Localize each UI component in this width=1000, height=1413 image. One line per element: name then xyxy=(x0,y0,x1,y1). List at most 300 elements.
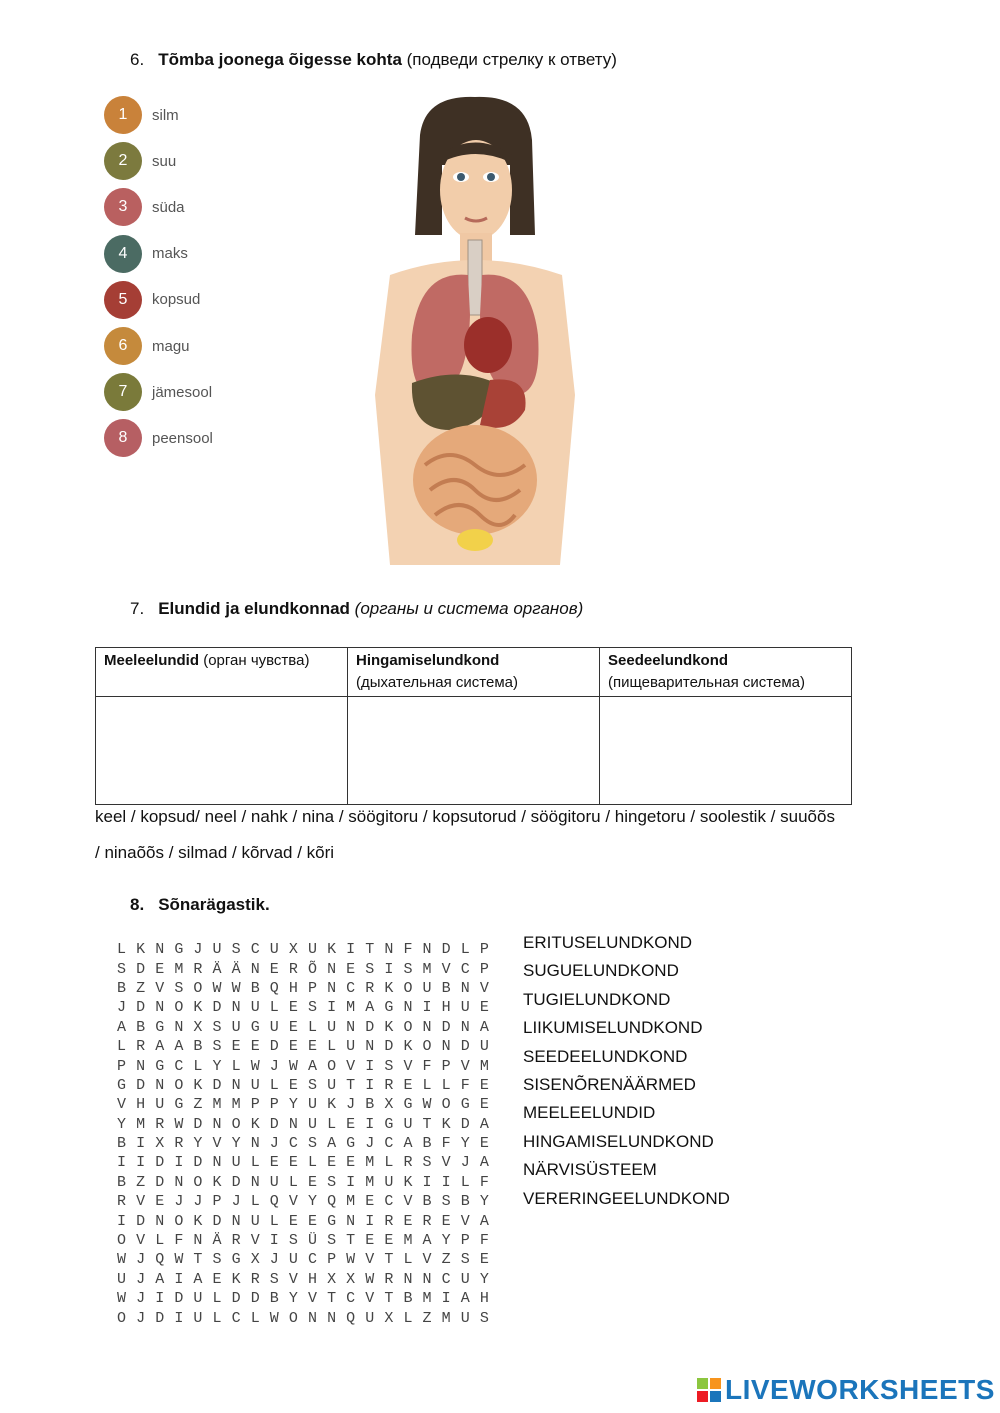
grid-letter[interactable]: N xyxy=(460,1018,470,1036)
grid-letter[interactable]: N xyxy=(231,1212,241,1230)
grid-letter[interactable]: M xyxy=(403,1232,413,1250)
grid-letter[interactable]: I xyxy=(441,1173,451,1191)
drop-zone-digestive[interactable] xyxy=(600,697,852,805)
grid-letter[interactable]: E xyxy=(250,1038,260,1056)
grid-letter[interactable]: K xyxy=(193,999,203,1017)
grid-letter[interactable]: R xyxy=(117,1193,127,1211)
grid-letter[interactable]: J xyxy=(460,1154,470,1172)
grid-letter[interactable]: A xyxy=(479,1115,489,1133)
grid-letter[interactable]: N xyxy=(250,1135,260,1153)
grid-letter[interactable]: L xyxy=(231,1057,241,1075)
grid-letter[interactable]: N xyxy=(460,979,470,997)
grid-letter[interactable]: D xyxy=(193,1115,203,1133)
grid-letter[interactable]: R xyxy=(384,1076,394,1094)
grid-letter[interactable]: I xyxy=(269,1232,279,1250)
grid-letter[interactable]: L xyxy=(250,1309,260,1327)
grid-letter[interactable]: P xyxy=(212,1193,222,1211)
grid-letter[interactable]: U xyxy=(327,1076,337,1094)
grid-letter[interactable]: J xyxy=(136,1270,146,1288)
grid-letter[interactable]: U xyxy=(346,1038,356,1056)
grid-letter[interactable]: N xyxy=(346,1018,356,1036)
grid-letter[interactable]: N xyxy=(403,1270,413,1288)
grid-letter[interactable]: V xyxy=(422,1251,432,1269)
grid-letter[interactable]: R xyxy=(136,1038,146,1056)
grid-letter[interactable]: G xyxy=(346,1135,356,1153)
grid-letter[interactable]: S xyxy=(212,1018,222,1036)
grid-letter[interactable]: U xyxy=(250,1076,260,1094)
grid-letter[interactable]: D xyxy=(269,1038,279,1056)
grid-letter[interactable]: M xyxy=(136,1115,146,1133)
grid-letter[interactable]: I xyxy=(327,999,337,1017)
grid-letter[interactable]: A xyxy=(422,1232,432,1250)
grid-letter[interactable]: U xyxy=(193,1309,203,1327)
grid-letter[interactable]: N xyxy=(174,1173,184,1191)
grid-letter[interactable]: M xyxy=(212,1096,222,1114)
grid-letter[interactable]: E xyxy=(346,1115,356,1133)
grid-letter[interactable]: A xyxy=(193,1270,203,1288)
grid-letter[interactable]: O xyxy=(403,979,413,997)
grid-letter[interactable]: L xyxy=(269,1076,279,1094)
grid-letter[interactable]: U xyxy=(479,1038,489,1056)
grid-letter[interactable]: L xyxy=(250,1154,260,1172)
grid-letter[interactable]: D xyxy=(384,1038,394,1056)
grid-letter[interactable]: L xyxy=(441,1076,451,1094)
grid-letter[interactable]: S xyxy=(384,1057,394,1075)
grid-letter[interactable]: Q xyxy=(269,979,279,997)
grid-letter[interactable]: C xyxy=(231,1309,241,1327)
grid-letter[interactable]: O xyxy=(174,999,184,1017)
grid-letter[interactable]: V xyxy=(307,1290,317,1308)
grid-letter[interactable]: I xyxy=(365,1115,375,1133)
grid-letter[interactable]: V xyxy=(346,1057,356,1075)
grid-letter[interactable]: W xyxy=(117,1251,127,1269)
grid-letter[interactable]: X xyxy=(288,941,298,959)
grid-letter[interactable]: J xyxy=(269,1135,279,1153)
grid-letter[interactable]: N xyxy=(212,1154,222,1172)
grid-letter[interactable]: S xyxy=(212,1038,222,1056)
grid-letter[interactable]: N xyxy=(174,1018,184,1036)
legend-item[interactable] xyxy=(104,323,213,369)
grid-letter[interactable]: C xyxy=(384,1135,394,1153)
grid-letter[interactable]: L xyxy=(403,1251,413,1269)
grid-letter[interactable]: R xyxy=(250,1270,260,1288)
number-badge[interactable]: 8 xyxy=(104,419,142,457)
grid-letter[interactable]: S xyxy=(365,960,375,978)
grid-letter[interactable]: A xyxy=(460,1290,470,1308)
grid-letter[interactable]: Q xyxy=(155,1251,165,1269)
grid-letter[interactable]: V xyxy=(212,1135,222,1153)
grid-letter[interactable]: P xyxy=(460,1232,470,1250)
grid-letter[interactable]: D xyxy=(460,1115,470,1133)
grid-letter[interactable]: O xyxy=(327,1057,337,1075)
grid-letter[interactable]: W xyxy=(231,979,241,997)
grid-letter[interactable]: E xyxy=(288,1076,298,1094)
grid-letter[interactable]: B xyxy=(460,1193,470,1211)
grid-letter[interactable]: F xyxy=(403,941,413,959)
grid-letter[interactable]: R xyxy=(422,1212,432,1230)
grid-letter[interactable]: I xyxy=(174,1270,184,1288)
grid-letter[interactable]: J xyxy=(365,1135,375,1153)
grid-letter[interactable]: T xyxy=(346,1076,356,1094)
grid-letter[interactable]: Ä xyxy=(231,960,241,978)
legend-item[interactable] xyxy=(104,138,213,184)
grid-letter[interactable]: G xyxy=(155,1018,165,1036)
grid-letter[interactable]: D xyxy=(136,960,146,978)
grid-letter[interactable]: N xyxy=(155,1212,165,1230)
grid-letter[interactable]: E xyxy=(307,1038,317,1056)
grid-letter[interactable]: D xyxy=(231,1173,241,1191)
grid-letter[interactable]: O xyxy=(193,1173,203,1191)
grid-letter[interactable]: P xyxy=(307,979,317,997)
grid-letter[interactable]: T xyxy=(422,1115,432,1133)
grid-letter[interactable]: E xyxy=(403,1076,413,1094)
grid-letter[interactable]: N xyxy=(403,999,413,1017)
grid-letter[interactable]: R xyxy=(384,1212,394,1230)
grid-letter[interactable]: P xyxy=(479,960,489,978)
grid-letter[interactable]: L xyxy=(212,1309,222,1327)
grid-letter[interactable]: K xyxy=(212,1173,222,1191)
grid-letter[interactable]: J xyxy=(346,1096,356,1114)
grid-letter[interactable]: Ü xyxy=(307,1232,317,1250)
grid-letter[interactable]: A xyxy=(174,1038,184,1056)
grid-letter[interactable]: A xyxy=(479,1154,489,1172)
grid-letter[interactable]: J xyxy=(117,999,127,1017)
grid-letter[interactable]: Z xyxy=(136,979,146,997)
grid-letter[interactable]: R xyxy=(193,960,203,978)
grid-letter[interactable]: H xyxy=(441,999,451,1017)
grid-letter[interactable]: T xyxy=(327,1290,337,1308)
grid-letter[interactable]: D xyxy=(155,1154,165,1172)
grid-letter[interactable]: V xyxy=(460,1057,470,1075)
grid-letter[interactable]: I xyxy=(117,1154,127,1172)
grid-letter[interactable]: T xyxy=(384,1251,394,1269)
grid-letter[interactable]: D xyxy=(269,1115,279,1133)
grid-letter[interactable]: M xyxy=(346,999,356,1017)
grid-letter[interactable]: E xyxy=(346,960,356,978)
grid-letter[interactable]: D xyxy=(155,1309,165,1327)
grid-letter[interactable]: S xyxy=(403,960,413,978)
grid-letter[interactable]: J xyxy=(136,1251,146,1269)
grid-letter[interactable]: C xyxy=(174,1057,184,1075)
grid-letter[interactable]: M xyxy=(365,1154,375,1172)
grid-letter[interactable]: Z xyxy=(422,1309,432,1327)
grid-letter[interactable]: P xyxy=(479,941,489,959)
grid-letter[interactable]: C xyxy=(384,1193,394,1211)
grid-letter[interactable]: W xyxy=(422,1096,432,1114)
grid-letter[interactable]: I xyxy=(174,1154,184,1172)
grid-letter[interactable]: K xyxy=(441,1115,451,1133)
drop-zone-respiratory[interactable] xyxy=(348,697,600,805)
grid-letter[interactable]: I xyxy=(365,1057,375,1075)
grid-letter[interactable]: J xyxy=(269,1251,279,1269)
grid-letter[interactable]: G xyxy=(384,1115,394,1133)
grid-letter[interactable]: N xyxy=(365,1038,375,1056)
grid-letter[interactable]: U xyxy=(422,979,432,997)
grid-letter[interactable]: G xyxy=(231,1251,241,1269)
number-badge[interactable]: 2 xyxy=(104,142,142,180)
grid-letter[interactable]: L xyxy=(327,1038,337,1056)
grid-letter[interactable]: S xyxy=(460,1251,470,1269)
grid-letter[interactable]: F xyxy=(460,1076,470,1094)
grid-letter[interactable]: H xyxy=(307,1270,317,1288)
grid-letter[interactable]: N xyxy=(231,999,241,1017)
grid-letter[interactable]: M xyxy=(422,960,432,978)
grid-letter[interactable]: G xyxy=(174,941,184,959)
grid-letter[interactable]: Z xyxy=(136,1173,146,1191)
grid-letter[interactable]: L xyxy=(193,1057,203,1075)
grid-letter[interactable]: P xyxy=(269,1096,279,1114)
grid-letter[interactable]: I xyxy=(117,1212,127,1230)
grid-letter[interactable]: V xyxy=(117,1096,127,1114)
grid-letter[interactable]: S xyxy=(307,999,317,1017)
grid-letter[interactable]: N xyxy=(212,1115,222,1133)
grid-letter[interactable]: G xyxy=(384,999,394,1017)
grid-letter[interactable]: S xyxy=(441,1193,451,1211)
grid-letter[interactable]: D xyxy=(441,941,451,959)
grid-letter[interactable]: I xyxy=(136,1135,146,1153)
grid-letter[interactable]: D xyxy=(155,1173,165,1191)
grid-letter[interactable]: N xyxy=(288,1115,298,1133)
grid-letter[interactable]: V xyxy=(479,979,489,997)
grid-letter[interactable]: E xyxy=(288,1212,298,1230)
grid-letter[interactable]: B xyxy=(403,1290,413,1308)
grid-letter[interactable]: J xyxy=(193,941,203,959)
grid-letter[interactable]: B xyxy=(422,1135,432,1153)
grid-letter[interactable]: E xyxy=(269,1154,279,1172)
grid-letter[interactable]: V xyxy=(403,1057,413,1075)
grid-letter[interactable]: F xyxy=(479,1173,489,1191)
grid-letter[interactable]: M xyxy=(422,1290,432,1308)
grid-letter[interactable]: S xyxy=(117,960,127,978)
grid-letter[interactable]: U xyxy=(288,1251,298,1269)
grid-letter[interactable]: G xyxy=(403,1096,413,1114)
grid-letter[interactable]: A xyxy=(403,1135,413,1153)
grid-letter[interactable]: V xyxy=(155,979,165,997)
grid-letter[interactable]: E xyxy=(288,1018,298,1036)
grid-letter[interactable]: B xyxy=(117,1173,127,1191)
grid-letter[interactable]: P xyxy=(441,1057,451,1075)
grid-letter[interactable]: E xyxy=(155,1193,165,1211)
grid-letter[interactable]: W xyxy=(288,1057,298,1075)
grid-letter[interactable]: G xyxy=(460,1096,470,1114)
legend-item[interactable] xyxy=(104,184,213,230)
grid-letter[interactable]: T xyxy=(384,1290,394,1308)
grid-letter[interactable]: E xyxy=(346,1154,356,1172)
grid-letter[interactable]: E xyxy=(479,1251,489,1269)
grid-letter[interactable]: L xyxy=(117,941,127,959)
grid-letter[interactable]: Q xyxy=(269,1193,279,1211)
grid-letter[interactable]: S xyxy=(231,941,241,959)
grid-letter[interactable]: M xyxy=(365,1173,375,1191)
grid-letter[interactable]: U xyxy=(403,1115,413,1133)
grid-letter[interactable]: S xyxy=(307,1076,317,1094)
grid-letter[interactable]: K xyxy=(250,1115,260,1133)
grid-letter[interactable]: U xyxy=(365,1309,375,1327)
grid-letter[interactable]: I xyxy=(155,1290,165,1308)
grid-letter[interactable]: L xyxy=(250,1193,260,1211)
grid-letter[interactable]: L xyxy=(327,1115,337,1133)
grid-letter[interactable]: B xyxy=(117,1135,127,1153)
grid-letter[interactable]: N xyxy=(346,1212,356,1230)
grid-letter[interactable]: U xyxy=(269,941,279,959)
grid-letter[interactable]: O xyxy=(231,1115,241,1133)
grid-letter[interactable]: A xyxy=(307,1057,317,1075)
grid-letter[interactable]: U xyxy=(460,999,470,1017)
grid-letter[interactable]: U xyxy=(269,1173,279,1191)
grid-letter[interactable]: B xyxy=(250,979,260,997)
grid-letter[interactable]: V xyxy=(365,1251,375,1269)
grid-letter[interactable]: W xyxy=(174,1251,184,1269)
grid-letter[interactable]: U xyxy=(460,1309,470,1327)
grid-letter[interactable]: U xyxy=(193,1290,203,1308)
legend-item[interactable] xyxy=(104,277,213,323)
grid-letter[interactable]: Y xyxy=(479,1270,489,1288)
grid-letter[interactable]: Y xyxy=(441,1232,451,1250)
grid-letter[interactable]: E xyxy=(384,1232,394,1250)
grid-letter[interactable]: D xyxy=(250,1290,260,1308)
grid-letter[interactable]: N xyxy=(327,979,337,997)
grid-letter[interactable]: X xyxy=(250,1251,260,1269)
grid-letter[interactable]: S xyxy=(212,1251,222,1269)
grid-letter[interactable]: U xyxy=(327,1018,337,1036)
grid-letter[interactable]: S xyxy=(174,979,184,997)
grid-letter[interactable]: W xyxy=(174,1115,184,1133)
grid-letter[interactable]: Z xyxy=(193,1096,203,1114)
grid-letter[interactable]: J xyxy=(136,1309,146,1327)
grid-letter[interactable]: X xyxy=(384,1309,394,1327)
grid-letter[interactable]: F xyxy=(422,1057,432,1075)
grid-letter[interactable]: U xyxy=(307,941,317,959)
grid-letter[interactable]: B xyxy=(441,979,451,997)
grid-letter[interactable]: G xyxy=(155,1057,165,1075)
grid-letter[interactable]: Y xyxy=(193,1135,203,1153)
grid-letter[interactable]: N xyxy=(155,1076,165,1094)
grid-letter[interactable]: P xyxy=(327,1251,337,1269)
grid-letter[interactable]: I xyxy=(136,1154,146,1172)
grid-letter[interactable]: R xyxy=(365,979,375,997)
grid-letter[interactable]: D xyxy=(136,1076,146,1094)
grid-letter[interactable]: E xyxy=(403,1212,413,1230)
grid-letter[interactable]: O xyxy=(174,1212,184,1230)
grid-letter[interactable]: N xyxy=(155,941,165,959)
grid-letter[interactable]: K xyxy=(384,1018,394,1036)
number-badge[interactable]: 4 xyxy=(104,235,142,273)
grid-letter[interactable]: K xyxy=(193,1212,203,1230)
grid-letter[interactable]: U xyxy=(460,1270,470,1288)
grid-letter[interactable]: L xyxy=(403,1309,413,1327)
grid-letter[interactable]: D xyxy=(174,1290,184,1308)
grid-letter[interactable]: N xyxy=(193,1232,203,1250)
grid-letter[interactable]: N xyxy=(231,1076,241,1094)
grid-letter[interactable]: L xyxy=(307,1154,317,1172)
grid-letter[interactable]: C xyxy=(307,1251,317,1269)
grid-letter[interactable]: H xyxy=(288,979,298,997)
grid-letter[interactable]: E xyxy=(231,1038,241,1056)
grid-letter[interactable]: G xyxy=(327,1212,337,1230)
grid-letter[interactable]: K xyxy=(136,941,146,959)
grid-letter[interactable]: S xyxy=(479,1309,489,1327)
grid-letter[interactable]: D xyxy=(231,1290,241,1308)
grid-letter[interactable]: A xyxy=(479,1018,489,1036)
grid-letter[interactable]: N xyxy=(327,960,337,978)
grid-letter[interactable]: B xyxy=(193,1038,203,1056)
grid-letter[interactable]: V xyxy=(136,1193,146,1211)
grid-letter[interactable]: U xyxy=(212,941,222,959)
grid-letter[interactable]: S xyxy=(307,1135,317,1153)
grid-letter[interactable]: X xyxy=(155,1135,165,1153)
grid-letter[interactable]: I xyxy=(422,999,432,1017)
grid-letter[interactable]: G xyxy=(117,1076,127,1094)
grid-letter[interactable]: V xyxy=(136,1232,146,1250)
grid-letter[interactable]: E xyxy=(479,1135,489,1153)
grid-letter[interactable]: S xyxy=(327,1173,337,1191)
grid-letter[interactable]: X xyxy=(384,1096,394,1114)
grid-letter[interactable]: T xyxy=(346,1232,356,1250)
grid-letter[interactable]: B xyxy=(136,1018,146,1036)
grid-letter[interactable]: W xyxy=(117,1290,127,1308)
grid-letter[interactable]: U xyxy=(269,1018,279,1036)
grid-letter[interactable]: J xyxy=(231,1193,241,1211)
grid-letter[interactable]: O xyxy=(422,1038,432,1056)
grid-letter[interactable]: I xyxy=(346,1173,356,1191)
grid-letter[interactable]: O xyxy=(117,1309,127,1327)
grid-letter[interactable]: D xyxy=(193,1154,203,1172)
grid-letter[interactable]: Y xyxy=(117,1115,127,1133)
grid-letter[interactable]: F xyxy=(441,1135,451,1153)
grid-letter[interactable]: I xyxy=(422,1173,432,1191)
grid-letter[interactable]: A xyxy=(155,1270,165,1288)
grid-letter[interactable]: E xyxy=(365,1193,375,1211)
drop-zone-sense-organs[interactable] xyxy=(96,697,348,805)
grid-letter[interactable]: E xyxy=(155,960,165,978)
grid-letter[interactable]: X xyxy=(346,1270,356,1288)
grid-letter[interactable]: W xyxy=(212,979,222,997)
grid-letter[interactable]: D xyxy=(365,1018,375,1036)
grid-letter[interactable]: E xyxy=(288,1154,298,1172)
grid-letter[interactable]: E xyxy=(441,1212,451,1230)
grid-letter[interactable]: N xyxy=(422,1270,432,1288)
grid-letter[interactable]: Y xyxy=(479,1193,489,1211)
grid-letter[interactable]: S xyxy=(422,1154,432,1172)
number-badge[interactable]: 6 xyxy=(104,327,142,365)
grid-letter[interactable]: L xyxy=(288,1173,298,1191)
grid-letter[interactable]: V xyxy=(250,1232,260,1250)
grid-letter[interactable]: L xyxy=(422,1076,432,1094)
grid-letter[interactable]: R xyxy=(384,1270,394,1288)
grid-letter[interactable]: M xyxy=(346,1193,356,1211)
grid-letter[interactable]: B xyxy=(365,1096,375,1114)
grid-letter[interactable]: V xyxy=(403,1193,413,1211)
grid-letter[interactable]: L xyxy=(384,1154,394,1172)
grid-letter[interactable]: C xyxy=(346,979,356,997)
grid-letter[interactable]: E xyxy=(479,1076,489,1094)
grid-letter[interactable]: N xyxy=(422,941,432,959)
grid-letter[interactable]: I xyxy=(174,1309,184,1327)
grid-letter[interactable]: G xyxy=(250,1018,260,1036)
grid-letter[interactable]: U xyxy=(231,1018,241,1036)
grid-letter[interactable]: I xyxy=(384,960,394,978)
grid-letter[interactable]: V xyxy=(288,1193,298,1211)
grid-letter[interactable]: B xyxy=(117,979,127,997)
word-search-grid[interactable] xyxy=(112,940,494,1328)
grid-letter[interactable]: L xyxy=(460,941,470,959)
grid-letter[interactable]: B xyxy=(269,1290,279,1308)
number-badge[interactable]: 3 xyxy=(104,188,142,226)
grid-letter[interactable]: M xyxy=(441,1309,451,1327)
grid-letter[interactable]: V xyxy=(365,1290,375,1308)
grid-letter[interactable]: G xyxy=(174,1096,184,1114)
grid-letter[interactable]: J xyxy=(269,1057,279,1075)
